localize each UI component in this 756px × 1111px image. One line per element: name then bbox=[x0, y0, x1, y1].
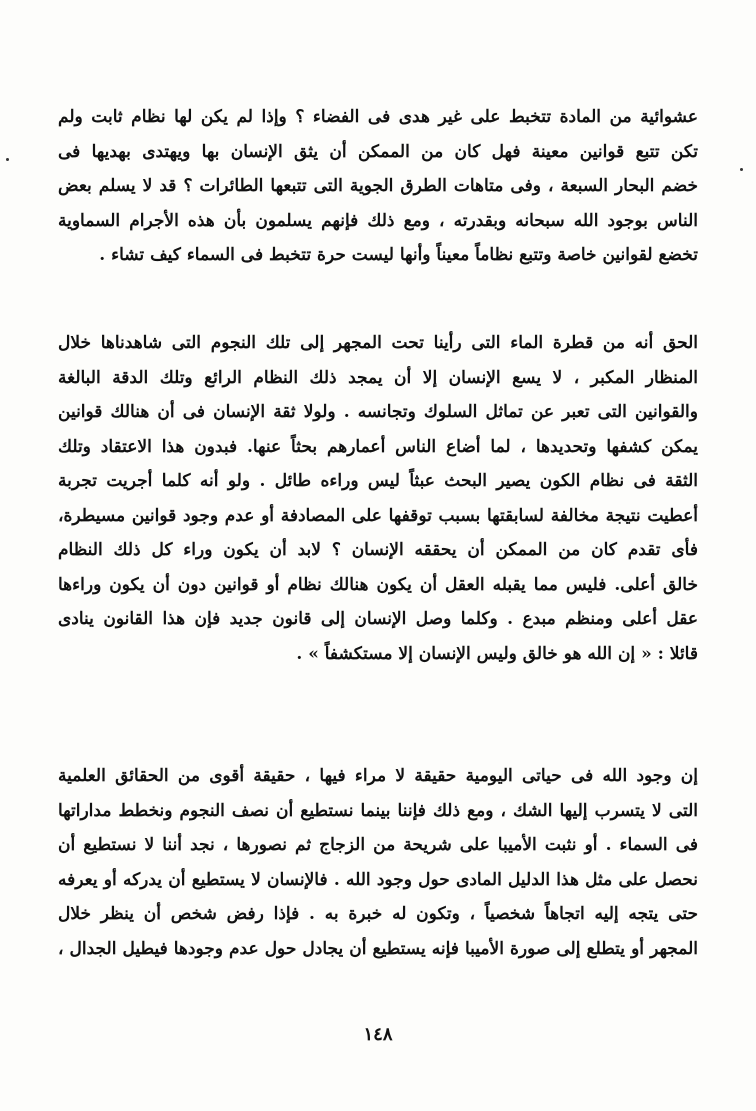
text-line: أعطيت نتيجة مخالفة لسابقتها بسبب توقفها على المصادفة أو عدم وجود قوانين مسيطرة، bbox=[58, 505, 698, 526]
text-line: المجهر أو يتطلع إلى صورة الأميبا فإنه يستطيع أن يجادل حول عدم وجودها فيطيل الجدال ، bbox=[58, 938, 698, 959]
text-line: الناس بوجود الله سبحانه وبقدرته ، ومع ذلك فإنهم يسلمون بأن هذه الأجرام السماوية bbox=[58, 210, 698, 231]
page-number: ١٤٨ bbox=[363, 1024, 393, 1045]
edge-speck bbox=[6, 158, 9, 161]
text-line: حتى يتجه إليه اتجاهاً شخصياً ، وتكون له خبرة به . فإذا رفض شخص أن ينظر خلال bbox=[58, 904, 698, 924]
text-line: خضم البحار السبعة ، وفى متاهات الطرق الجوية التى تتبعها الطائرات ؟ قد لا يسلم بعض bbox=[58, 176, 698, 196]
text-line: الحق أنه من قطرة الماء التى رأينا تحت المجهر إلى تلك النجوم التى شاهدناها خلال bbox=[58, 333, 698, 353]
text-line: يمكن كشفها وتحديدها ، لما أضاع الناس أعمارهم بحثاً عنها. فبدون هذا الاعتقاد وتلك bbox=[58, 436, 698, 457]
text-line: الثقة فى نظام الكون يصير البحث عبثاً ليس وراءه طائل . ولو أنه كلما أجريت تجربة bbox=[58, 471, 698, 491]
text-line: نحصل على مثل هذا الدليل المادى حول وجود الله . فالإنسان لا يستطيع أن يدركه أو يعرفه bbox=[58, 869, 698, 890]
text-line: عقل أعلى ومنظم مبدع . وكلما وصل الإنسان إلى قانون جديد فإن هذا القانون ينادى bbox=[58, 609, 698, 629]
text-line: تكن تتبع قوانين معينة فهل كان من الممكن أن يثق الإنسان بها ويهتدى بهديها فى bbox=[58, 141, 698, 162]
paragraph-3 bbox=[58, 759, 698, 966]
paragraph-1 bbox=[58, 100, 698, 273]
text-line: فأى تقدم كان من الممكن أن يحققه الإنسان ؟ لابد أن يكون وراء كل ذلك النظام bbox=[58, 540, 698, 560]
text-line: التى لا يتسرب إليها الشك ، ومع ذلك فإننا بينما نستطيع أن نصف النجوم ونخطط مداراتها bbox=[58, 800, 698, 821]
text-line: والقوانين التى تعبر عن تماثل السلوك وتجانسه . ولولا ثقة الإنسان فى أن هنالك قوانين bbox=[58, 402, 698, 422]
text-line: المنظار المكبر ، لا يسع الإنسان إلا أن يمجد ذلك النظام الرائع وتلك الدقة البالغة bbox=[58, 367, 698, 388]
text-line: تخضع لقوانين خاصة وتتبع نظاماً معيناً وأنها ليست حرة تتخبط فى السماء كيف تشاء . bbox=[99, 245, 698, 265]
paragraph-2 bbox=[58, 326, 698, 671]
text-line: عشوائية من المادة تتخبط على غير هدى فى الفضاء ؟ وإذا لم يكن لها نظام ثابت ولم bbox=[58, 107, 698, 127]
text-line: قائلا : « إن الله هو خالق وليس الإنسان إلا مستكشفاً » . bbox=[296, 643, 698, 664]
text-line: فى السماء . أو نثبت الأميبا على شريحة من الزجاج ثم نصورها ، نجد أننا لا نستطيع أن bbox=[58, 835, 698, 855]
text-line: إن وجود الله فى حياتى اليومية حقيقة لا مراء فيها ، حقيقة أقوى من الحقائق العلمية bbox=[58, 766, 698, 786]
edge-speck bbox=[740, 168, 743, 171]
text-line: خالق أعلى. فليس مما يقبله العقل أن يكون هنالك نظام أو قوانين دون أن يكون وراءها bbox=[58, 574, 698, 595]
